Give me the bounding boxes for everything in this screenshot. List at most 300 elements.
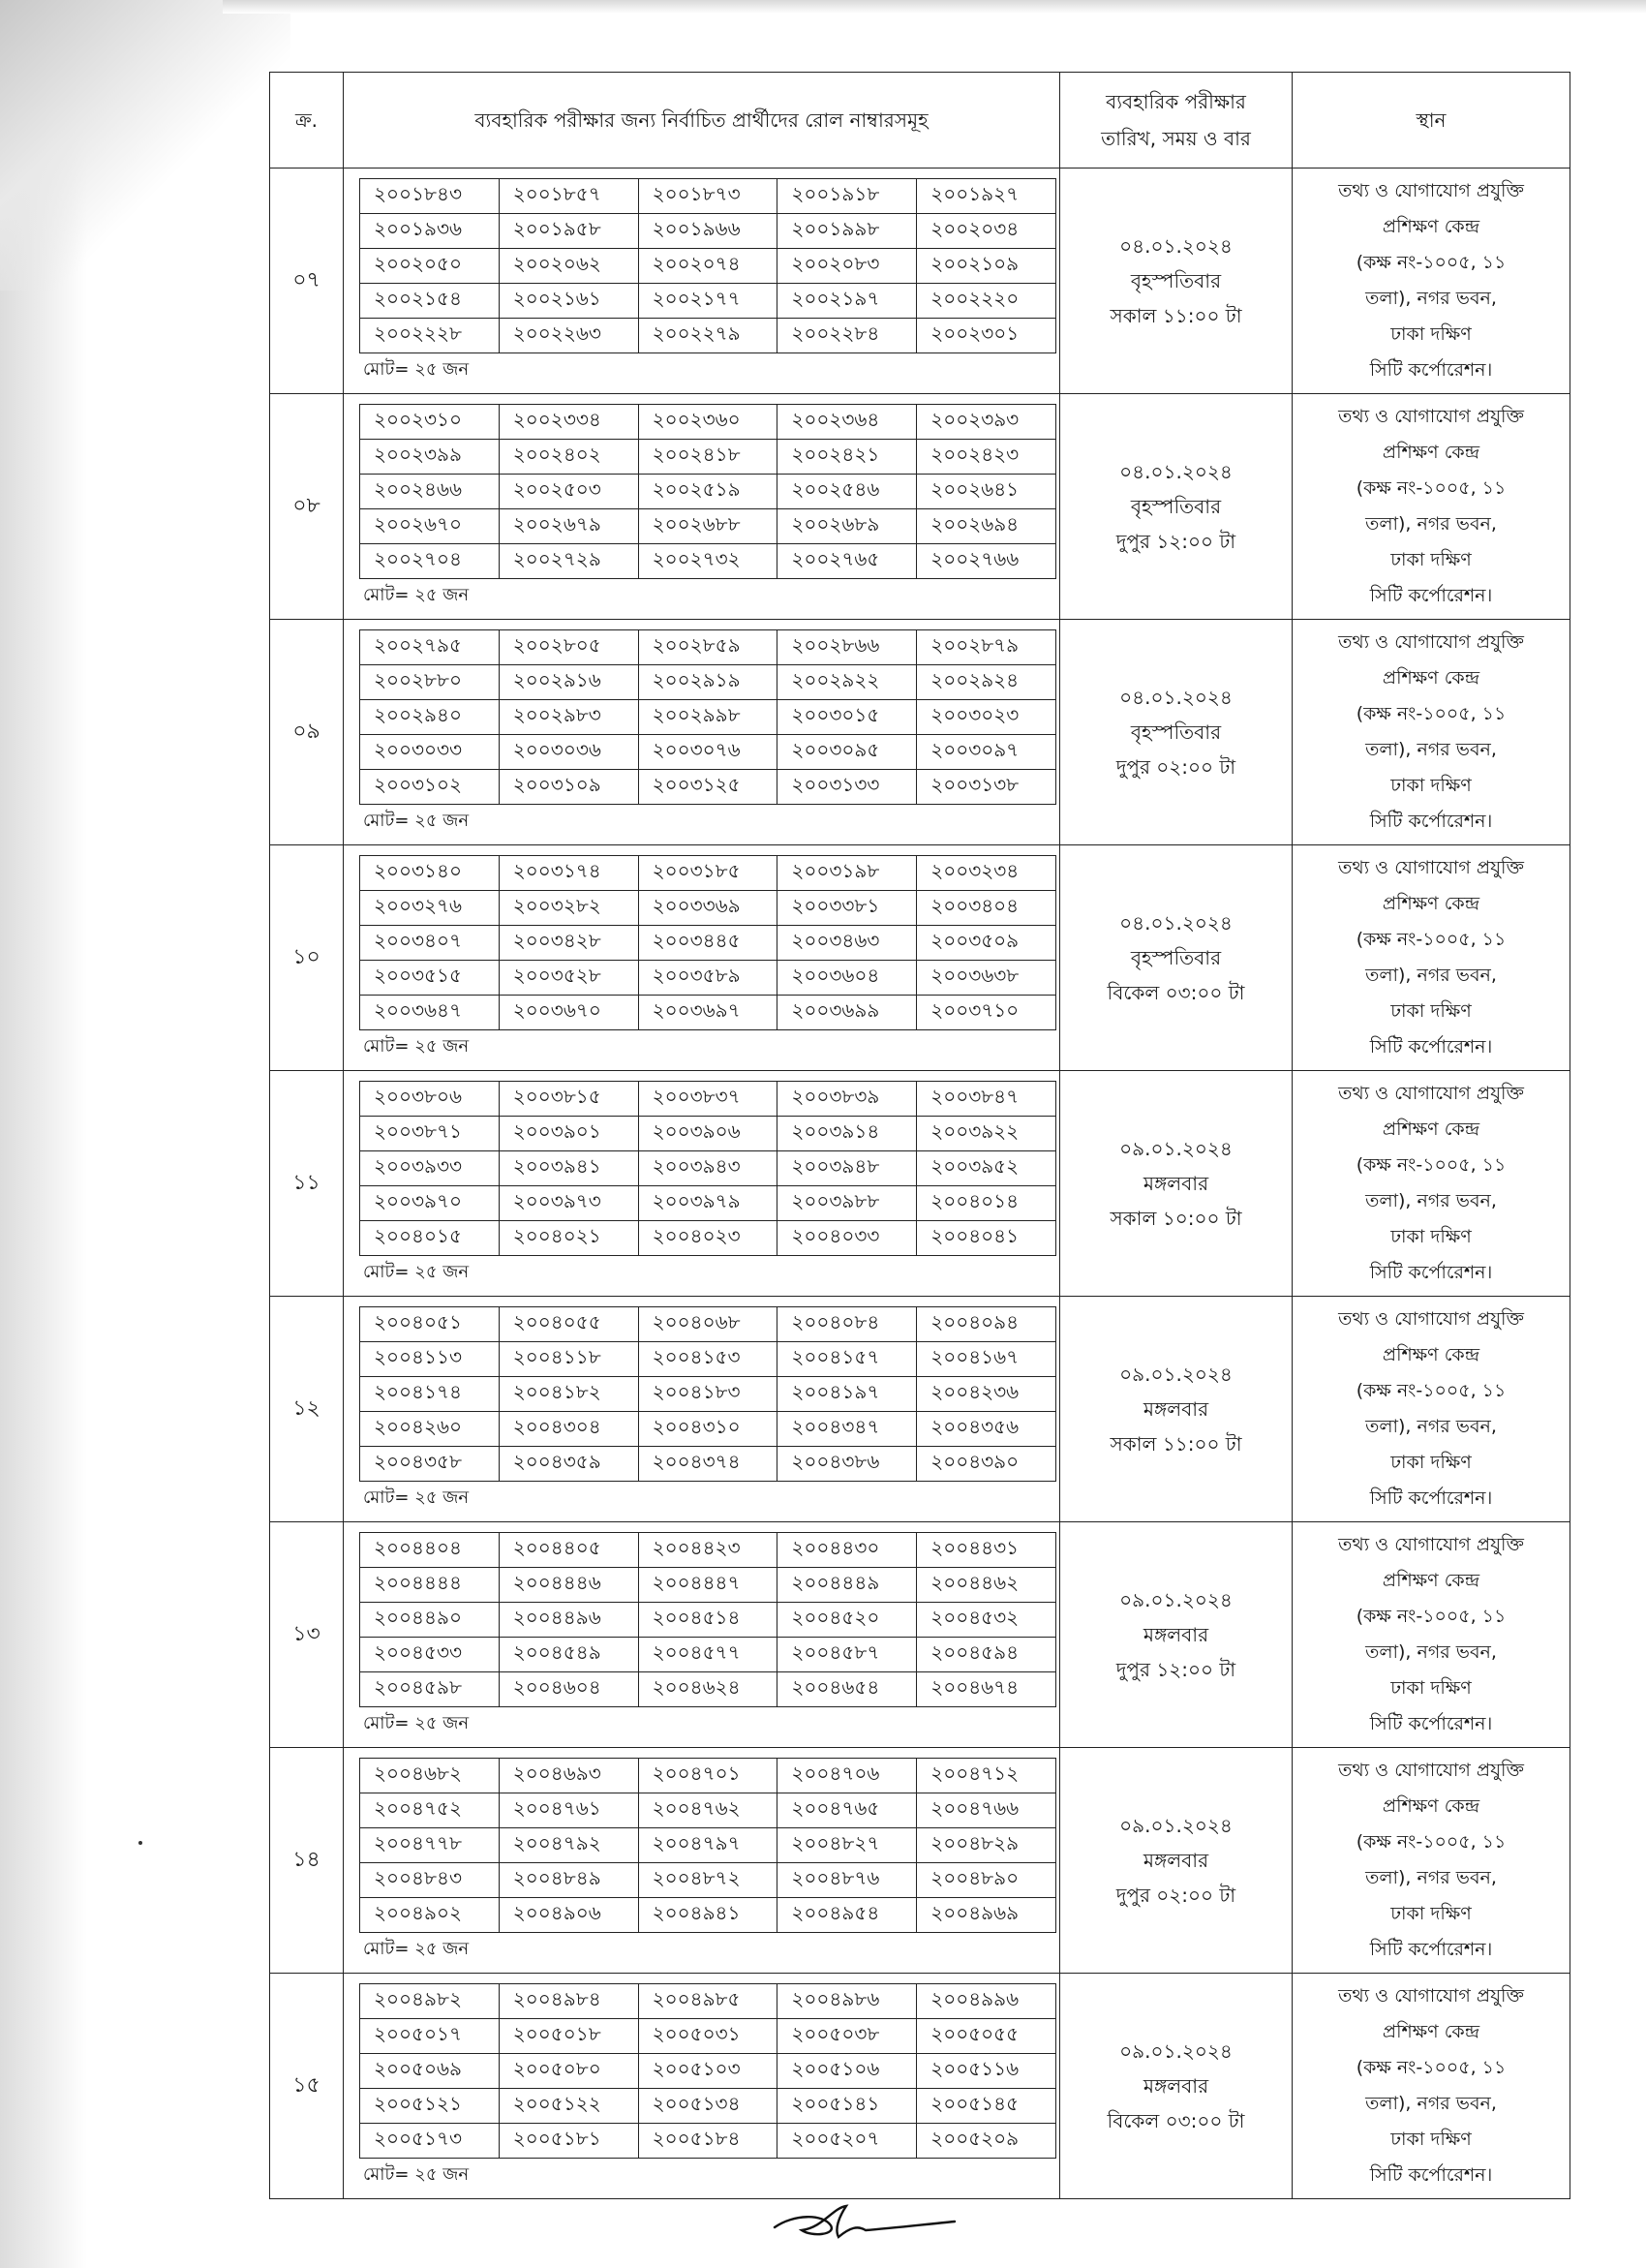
roll-number: ২০০৪১৫৩ bbox=[638, 1342, 777, 1377]
roll-grid-row bbox=[360, 1377, 1056, 1412]
roll-number: ২০০২৩৬৪ bbox=[777, 405, 917, 440]
roll-number: ২০০৩২৩৪ bbox=[917, 856, 1056, 891]
roll-number: ২০০৫১৮১ bbox=[499, 2124, 638, 2159]
roll-number: ২০০৪৩৭৪ bbox=[638, 1447, 777, 1482]
roll-numbers-block bbox=[344, 1071, 1059, 1296]
roll-number: ২০০৪৮২৭ bbox=[777, 1828, 917, 1863]
roll-number-grid bbox=[359, 1758, 1056, 1933]
roll-grid-row bbox=[360, 1221, 1056, 1256]
roll-number: ২০০৪৪৪৯ bbox=[777, 1568, 917, 1603]
roll-number: ২০০৩৬৯৯ bbox=[777, 996, 917, 1030]
venue-cell bbox=[1293, 620, 1570, 845]
roll-number: ২০০৪০৫১ bbox=[360, 1307, 500, 1342]
roll-number: ২০০৪০১৫ bbox=[360, 1221, 500, 1256]
venue-cell bbox=[1293, 169, 1570, 394]
roll-number: ২০০১৯৯৮ bbox=[777, 214, 917, 249]
roll-number: ২০০২০৩৪ bbox=[917, 214, 1056, 249]
roll-number: ২০০১৯৬৬ bbox=[638, 214, 777, 249]
roll-number: ২০০১৯৫৮ bbox=[499, 214, 638, 249]
roll-grid-row bbox=[360, 700, 1056, 735]
venue-line: তলা), নগর ভবন, bbox=[1365, 965, 1497, 986]
roll-number: ২০০৪৬৯৩ bbox=[499, 1759, 638, 1793]
roll-number: ২০০৪৭৬১ bbox=[499, 1793, 638, 1828]
venue-cell bbox=[1293, 1297, 1570, 1522]
roll-number: ২০০২৭৯৫ bbox=[360, 630, 500, 665]
roll-number: ২০০১৯২৭ bbox=[917, 179, 1056, 214]
roll-grid-row bbox=[360, 1793, 1056, 1828]
roll-number: ২০০৪৯৫৪ bbox=[777, 1898, 917, 1933]
roll-number: ২০০২৭৬৬ bbox=[917, 544, 1056, 579]
roll-number: ২০০৪৯০২ bbox=[360, 1898, 500, 1933]
roll-number: ২০০৩৩৬৯ bbox=[638, 891, 777, 926]
roll-number: ২০০৪৩৪৭ bbox=[777, 1412, 917, 1447]
roll-number: ২০০৪৭৬৬ bbox=[917, 1793, 1056, 1828]
roll-number: ২০০৩৯৭৩ bbox=[499, 1186, 638, 1221]
exam-date-time-cell bbox=[1060, 1522, 1293, 1748]
roll-number: ২০০৩৮৩৭ bbox=[638, 1082, 777, 1117]
roll-number: ২০০৫১১৬ bbox=[917, 2054, 1056, 2089]
venue-line: তলা), নগর ভবন, bbox=[1365, 1416, 1497, 1437]
roll-grid-row bbox=[360, 735, 1056, 770]
roll-number: ২০০৪৭৭৮ bbox=[360, 1828, 500, 1863]
serial-number: ০৮ bbox=[270, 394, 344, 620]
roll-number: ২০০৩৯০৬ bbox=[638, 1117, 777, 1151]
venue-line: (কক্ষ নং-১০০৫, ১১ bbox=[1356, 929, 1507, 950]
roll-number: ২০০৩৯৪৩ bbox=[638, 1151, 777, 1186]
roll-number: ২০০৩০৯৫ bbox=[777, 735, 917, 770]
roll-number: ২০০৫১০৬ bbox=[777, 2054, 917, 2089]
roll-number: ২০০৪৩০৪ bbox=[499, 1412, 638, 1447]
table-row bbox=[270, 1974, 1570, 2199]
exam-day: বৃহস্পতিবার bbox=[1130, 946, 1222, 969]
roll-number: ২০০২১৬১ bbox=[499, 284, 638, 319]
roll-number: ২০০৪৪২৩ bbox=[638, 1533, 777, 1568]
roll-numbers-cell bbox=[344, 1522, 1060, 1748]
exam-date: ০৪.০১.২০২৪ bbox=[1119, 686, 1233, 709]
roll-numbers-cell bbox=[344, 620, 1060, 845]
roll-number: ২০০২৪০২ bbox=[499, 440, 638, 475]
roll-number: ২০০৩৯৭৯ bbox=[638, 1186, 777, 1221]
venue-line: (কক্ষ নং-১০০৫, ১১ bbox=[1356, 1380, 1507, 1401]
roll-number: ২০০৪৯৪১ bbox=[638, 1898, 777, 1933]
roll-number: ২০০২২২৮ bbox=[360, 319, 500, 353]
roll-number-grid bbox=[359, 855, 1056, 1030]
roll-number: ২০০৪০৫৫ bbox=[499, 1307, 638, 1342]
roll-number: ২০০৩৯৪১ bbox=[499, 1151, 638, 1186]
roll-number: ২০০২২২০ bbox=[917, 284, 1056, 319]
roll-number-grid bbox=[359, 1306, 1056, 1482]
roll-number: ২০০২৮৮০ bbox=[360, 665, 500, 700]
roll-number-grid bbox=[359, 1081, 1056, 1256]
roll-number: ২০০৪৩৫৮ bbox=[360, 1447, 500, 1482]
venue-cell bbox=[1293, 1071, 1570, 1297]
roll-number: ২০০৪৫৩২ bbox=[917, 1603, 1056, 1638]
scan-top-shadow bbox=[223, 0, 1646, 14]
roll-number: ২০০৪০৮৪ bbox=[777, 1307, 917, 1342]
exam-day: বৃহস্পতিবার bbox=[1130, 720, 1222, 744]
exam-date-time-cell bbox=[1060, 1297, 1293, 1522]
roll-grid-row bbox=[360, 1117, 1056, 1151]
exam-day: বৃহস্পতিবার bbox=[1130, 495, 1222, 518]
roll-numbers-cell bbox=[344, 1974, 1060, 2199]
roll-number: ২০০৪৩৯০ bbox=[917, 1447, 1056, 1482]
venue-line: প্রশিক্ষণ কেন্দ্র bbox=[1382, 667, 1480, 689]
roll-number-grid bbox=[359, 404, 1056, 579]
roll-number: ২০০৫১২১ bbox=[360, 2089, 500, 2124]
roll-numbers-cell bbox=[344, 845, 1060, 1071]
roll-number: ২০০৪৭৯২ bbox=[499, 1828, 638, 1863]
roll-number: ২০০৩১৮৫ bbox=[638, 856, 777, 891]
roll-number: ২০০৩৫২৮ bbox=[499, 961, 638, 996]
venue-line: (কক্ষ নং-১০০৫, ১১ bbox=[1356, 1831, 1507, 1853]
roll-grid-row bbox=[360, 1863, 1056, 1898]
roll-number: ২০০৪৭১২ bbox=[917, 1759, 1056, 1793]
roll-number: ২০০৪৯৬৯ bbox=[917, 1898, 1056, 1933]
venue-line: তলা), নগর ভবন, bbox=[1365, 513, 1497, 535]
serial-number: ১২ bbox=[270, 1297, 344, 1522]
venue-line: তথ্য ও যোগাযোগ প্রযুক্তি bbox=[1338, 1760, 1524, 1781]
header-date-line-2: তারিখ, সময় ও বার bbox=[1101, 127, 1251, 150]
roll-grid-row bbox=[360, 1082, 1056, 1117]
roll-numbers-cell bbox=[344, 1297, 1060, 1522]
roll-number: ২০০৩৯৮৮ bbox=[777, 1186, 917, 1221]
venue-line: তলা), নগর ভবন, bbox=[1365, 1867, 1497, 1888]
roll-number: ২০০২৮৭৯ bbox=[917, 630, 1056, 665]
venue-line: ঢাকা দক্ষিণ bbox=[1390, 775, 1472, 796]
roll-number: ২০০৪৫৯৪ bbox=[917, 1638, 1056, 1672]
roll-number: ২০০২২৮৪ bbox=[777, 319, 917, 353]
roll-numbers-block bbox=[344, 1297, 1059, 1521]
roll-number: ২০০৩৬০৪ bbox=[777, 961, 917, 996]
roll-number: ২০০৩৯৭০ bbox=[360, 1186, 500, 1221]
roll-number: ২০০১৯৩৬ bbox=[360, 214, 500, 249]
exam-day: মঙ্গলবার bbox=[1143, 1623, 1209, 1646]
serial-number: ১৩ bbox=[270, 1522, 344, 1748]
roll-number: ২০০৪৫১৪ bbox=[638, 1603, 777, 1638]
venue-line: প্রশিক্ষণ কেন্দ্র bbox=[1382, 1119, 1480, 1140]
candidate-total: মোট= ২৫ জন bbox=[363, 359, 470, 380]
venue-line: প্রশিক্ষণ কেন্দ্র bbox=[1382, 1344, 1480, 1365]
roll-number: ২০০৩৩৮১ bbox=[777, 891, 917, 926]
roll-number: ২০০৪৫৩৩ bbox=[360, 1638, 500, 1672]
roll-number: ২০০৩৬৯৭ bbox=[638, 996, 777, 1030]
roll-grid-row bbox=[360, 891, 1056, 926]
roll-number: ২০০৪০৪১ bbox=[917, 1221, 1056, 1256]
roll-number: ২০০৫১৪৫ bbox=[917, 2089, 1056, 2124]
serial-number: ১৫ bbox=[270, 1974, 344, 2199]
header-roll-numbers: ব্যবহারিক পরীক্ষার জন্য নির্বাচিত প্রার্থীদের রোল নাম্বারসমূহ bbox=[344, 73, 1060, 169]
roll-number: ২০০৪৮৪৩ bbox=[360, 1863, 500, 1898]
roll-grid-row bbox=[360, 2054, 1056, 2089]
table-row bbox=[270, 1748, 1570, 1974]
roll-number: ২০০২৪১৮ bbox=[638, 440, 777, 475]
roll-number: ২০০৪৭৫২ bbox=[360, 1793, 500, 1828]
roll-number: ২০০৪১১৮ bbox=[499, 1342, 638, 1377]
roll-number: ২০০৪৬৭৪ bbox=[917, 1672, 1056, 1707]
roll-number: ২০০৩৯৫২ bbox=[917, 1151, 1056, 1186]
roll-grid-row bbox=[360, 544, 1056, 579]
roll-number: ২০০৩৬৭০ bbox=[499, 996, 638, 1030]
roll-number: ২০০৪১৮৩ bbox=[638, 1377, 777, 1412]
venue-line: ঢাকা দক্ষিণ bbox=[1390, 1000, 1472, 1022]
roll-number: ২০০৫১২২ bbox=[499, 2089, 638, 2124]
roll-number: ২০০৩০৩৬ bbox=[499, 735, 638, 770]
roll-grid-row bbox=[360, 405, 1056, 440]
schedule-rows bbox=[270, 169, 1570, 2199]
roll-number: ২০০৩৪২৮ bbox=[499, 926, 638, 961]
roll-numbers-block bbox=[344, 169, 1059, 393]
roll-number: ২০০৩৮৭১ bbox=[360, 1117, 500, 1151]
roll-number: ২০০২৯২৪ bbox=[917, 665, 1056, 700]
roll-number: ২০০৪১১৩ bbox=[360, 1342, 500, 1377]
roll-grid-row bbox=[360, 475, 1056, 509]
exam-time: দুপুর ১২:০০ টা bbox=[1115, 530, 1236, 553]
roll-number: ২০০৫০১৮ bbox=[499, 2019, 638, 2054]
venue-line: তথ্য ও যোগাযোগ প্রযুক্তি bbox=[1338, 1308, 1524, 1330]
roll-number: ২০০৪০২১ bbox=[499, 1221, 638, 1256]
venue-line: (কক্ষ নং-১০০৫, ১১ bbox=[1356, 1606, 1507, 1627]
roll-number: ২০০৪৯৮৫ bbox=[638, 1984, 777, 2019]
roll-number: ২০০৩১০২ bbox=[360, 770, 500, 805]
roll-number: ২০০৪৪৪৪ bbox=[360, 1568, 500, 1603]
roll-number: ২০০২৬৭৯ bbox=[499, 509, 638, 544]
practical-exam-schedule-table bbox=[269, 72, 1570, 2199]
roll-number: ২০০৪৬০৪ bbox=[499, 1672, 638, 1707]
table-row bbox=[270, 1297, 1570, 1522]
roll-number: ২০০২৬৪১ bbox=[917, 475, 1056, 509]
exam-time: বিকেল ০৩:০০ টা bbox=[1107, 2109, 1245, 2132]
venue-line: সিটি কর্পোরেশন। bbox=[1369, 1036, 1493, 1057]
roll-number-grid bbox=[359, 629, 1056, 805]
exam-day: মঙ্গলবার bbox=[1143, 2074, 1209, 2098]
roll-number: ২০০২২৬৩ bbox=[499, 319, 638, 353]
roll-number: ২০০৫১৮৪ bbox=[638, 2124, 777, 2159]
venue-line: ঢাকা দক্ষিণ bbox=[1390, 1452, 1472, 1473]
roll-number: ২০০২১০৯ bbox=[917, 249, 1056, 284]
candidate-total: মোট= ২৫ জন bbox=[363, 585, 470, 605]
roll-number: ২০০২৬৯৪ bbox=[917, 509, 1056, 544]
exam-time: দুপুর ০২:০০ টা bbox=[1115, 1884, 1236, 1907]
roll-number: ২০০৪৪৪৭ bbox=[638, 1568, 777, 1603]
roll-numbers-block bbox=[344, 1522, 1059, 1747]
roll-numbers-cell bbox=[344, 394, 1060, 620]
exam-date: ০৪.০১.২০২৪ bbox=[1119, 911, 1233, 935]
roll-grid-row bbox=[360, 1759, 1056, 1793]
venue-line: সিটি কর্পোরেশন। bbox=[1369, 359, 1493, 381]
roll-number: ২০০৩৫১৫ bbox=[360, 961, 500, 996]
roll-grid-row bbox=[360, 1412, 1056, 1447]
roll-number: ২০০৪৮৯০ bbox=[917, 1863, 1056, 1898]
roll-number: ২০০৩৪৪৫ bbox=[638, 926, 777, 961]
roll-number: ২০০৩৮১৫ bbox=[499, 1082, 638, 1117]
roll-number: ২০০২৯৮৩ bbox=[499, 700, 638, 735]
roll-number: ২০০২৯১৯ bbox=[638, 665, 777, 700]
roll-grid-row bbox=[360, 179, 1056, 214]
venue-line: তথ্য ও যোগাযোগ প্রযুক্তি bbox=[1338, 1985, 1524, 2007]
exam-day: মঙ্গলবার bbox=[1143, 1397, 1209, 1421]
roll-grid-row bbox=[360, 509, 1056, 544]
roll-number: ২০০৩৯৩৩ bbox=[360, 1151, 500, 1186]
exam-date: ০৪.০১.২০২৪ bbox=[1119, 460, 1233, 483]
roll-number: ২০০৩১৩৩ bbox=[777, 770, 917, 805]
roll-number: ২০০৩৬৩৮ bbox=[917, 961, 1056, 996]
roll-number: ২০০৩১২৫ bbox=[638, 770, 777, 805]
roll-grid-row bbox=[360, 630, 1056, 665]
roll-number: ২০০৪৯৮৬ bbox=[777, 1984, 917, 2019]
roll-grid-row bbox=[360, 1533, 1056, 1568]
serial-number: ০৭ bbox=[270, 169, 344, 394]
exam-date-time-cell bbox=[1060, 1071, 1293, 1297]
roll-number: ২০০২৭০৪ bbox=[360, 544, 500, 579]
roll-number: ২০০২৯২২ bbox=[777, 665, 917, 700]
roll-number: ২০০৩১৩৮ bbox=[917, 770, 1056, 805]
roll-number: ২০০৪৮৪৯ bbox=[499, 1863, 638, 1898]
roll-number: ২০০৪৪০৫ bbox=[499, 1533, 638, 1568]
roll-number: ২০০৩৯১৪ bbox=[777, 1117, 917, 1151]
venue-line: ঢাকা দক্ষিণ bbox=[1390, 549, 1472, 570]
roll-grid-row bbox=[360, 1342, 1056, 1377]
venue-cell bbox=[1293, 1748, 1570, 1974]
candidate-total: মোট= ২৫ জন bbox=[363, 1713, 470, 1733]
roll-grid-row bbox=[360, 770, 1056, 805]
roll-number: ২০০৩২৮২ bbox=[499, 891, 638, 926]
roll-number: ২০০৩৯২২ bbox=[917, 1117, 1056, 1151]
roll-number: ২০০৩৪৬৩ bbox=[777, 926, 917, 961]
roll-number: ২০০৪১৯৭ bbox=[777, 1377, 917, 1412]
roll-number: ২০০২০৬২ bbox=[499, 249, 638, 284]
roll-number: ২০০৪০৯৪ bbox=[917, 1307, 1056, 1342]
venue-line: তথ্য ও যোগাযোগ প্রযুক্তি bbox=[1338, 1083, 1524, 1104]
roll-number: ২০০৫১০৩ bbox=[638, 2054, 777, 2089]
exam-day: মঙ্গলবার bbox=[1143, 1849, 1209, 1872]
roll-grid-row bbox=[360, 249, 1056, 284]
roll-number: ২০০৪৪০৪ bbox=[360, 1533, 500, 1568]
roll-grid-row bbox=[360, 1984, 1056, 2019]
roll-number: ২০০৪১৮২ bbox=[499, 1377, 638, 1412]
roll-number: ২০০৪৪৩১ bbox=[917, 1533, 1056, 1568]
roll-number: ২০০২০৮৩ bbox=[777, 249, 917, 284]
roll-number: ২০০২৪২৩ bbox=[917, 440, 1056, 475]
roll-numbers-cell bbox=[344, 1748, 1060, 1974]
venue-line: সিটি কর্পোরেশন। bbox=[1369, 2164, 1493, 2186]
roll-number: ২০০২৭২৯ bbox=[499, 544, 638, 579]
roll-number: ২০০২৪২১ bbox=[777, 440, 917, 475]
roll-number: ২০০৩০৩৩ bbox=[360, 735, 500, 770]
exam-date: ০৯.০১.২০২৪ bbox=[1119, 1363, 1233, 1386]
roll-number: ২০০৪৭০৬ bbox=[777, 1759, 917, 1793]
roll-number: ২০০৫০৩১ bbox=[638, 2019, 777, 2054]
roll-number: ২০০৪৯০৬ bbox=[499, 1898, 638, 1933]
header-date-time-day bbox=[1060, 73, 1293, 169]
venue-line: ঢাকা দক্ষিণ bbox=[1390, 1226, 1472, 1247]
venue-line: সিটি কর্পোরেশন। bbox=[1369, 811, 1493, 832]
exam-date: ০৯.০১.২০২৪ bbox=[1119, 1137, 1233, 1160]
roll-number: ২০০২৩৬০ bbox=[638, 405, 777, 440]
roll-number: ২০০৪১৬৭ bbox=[917, 1342, 1056, 1377]
exam-time: সকাল ১১:০০ টা bbox=[1110, 304, 1242, 327]
roll-number: ২০০৩১৭৪ bbox=[499, 856, 638, 891]
roll-number: ২০০২১৭৭ bbox=[638, 284, 777, 319]
roll-number: ২০০৩২৭৬ bbox=[360, 891, 500, 926]
roll-number: ২০০৫০৬৯ bbox=[360, 2054, 500, 2089]
roll-grid-row bbox=[360, 926, 1056, 961]
venue-line: তথ্য ও যোগাযোগ প্রযুক্তি bbox=[1338, 406, 1524, 427]
roll-number: ২০০৩০৭৬ bbox=[638, 735, 777, 770]
roll-number: ২০০৩৮৪৭ bbox=[917, 1082, 1056, 1117]
roll-number: ২০০২১৫৪ bbox=[360, 284, 500, 319]
venue-line: (কক্ষ নং-১০০৫, ১১ bbox=[1356, 477, 1507, 499]
venue-line: প্রশিক্ষণ কেন্দ্র bbox=[1382, 216, 1480, 237]
venue-line: তলা), নগর ভবন, bbox=[1365, 739, 1497, 760]
roll-number: ২০০৪২৬০ bbox=[360, 1412, 500, 1447]
roll-number: ২০০৩৪০৭ bbox=[360, 926, 500, 961]
roll-number: ২০০৪৫৯৮ bbox=[360, 1672, 500, 1707]
roll-number: ২০০৪৭৯৭ bbox=[638, 1828, 777, 1863]
venue-line: ঢাকা দক্ষিণ bbox=[1390, 323, 1472, 345]
venue-line: প্রশিক্ষণ কেন্দ্র bbox=[1382, 1795, 1480, 1817]
venue-line: তলা), নগর ভবন, bbox=[1365, 1190, 1497, 1211]
roll-number: ২০০৪৫৭৭ bbox=[638, 1638, 777, 1672]
roll-numbers-block bbox=[344, 620, 1059, 844]
venue-line: তথ্য ও যোগাযোগ প্রযুক্তি bbox=[1338, 857, 1524, 878]
venue-line: তলা), নগর ভবন, bbox=[1365, 2093, 1497, 2114]
roll-numbers-cell bbox=[344, 169, 1060, 394]
roll-number: ২০০২৮৬৬ bbox=[777, 630, 917, 665]
roll-numbers-block bbox=[344, 845, 1059, 1070]
roll-number: ২০০২১৯৭ bbox=[777, 284, 917, 319]
table-row bbox=[270, 169, 1570, 394]
exam-date-time-cell bbox=[1060, 1974, 1293, 2199]
roll-number: ২০০৪৬২৪ bbox=[638, 1672, 777, 1707]
venue-cell bbox=[1293, 1522, 1570, 1748]
table-row bbox=[270, 394, 1570, 620]
roll-number: ২০০৪৪৯০ bbox=[360, 1603, 500, 1638]
roll-number: ২০০৩৪০৪ bbox=[917, 891, 1056, 926]
roll-number: ২০০৩১৯৮ bbox=[777, 856, 917, 891]
roll-number: ২০০২৩৯৯ bbox=[360, 440, 500, 475]
roll-number: ২০০২৭৩২ bbox=[638, 544, 777, 579]
roll-number: ২০০৫১৪১ bbox=[777, 2089, 917, 2124]
serial-number: ০৯ bbox=[270, 620, 344, 845]
venue-line: ঢাকা দক্ষিণ bbox=[1390, 1903, 1472, 1924]
venue-line: (কক্ষ নং-১০০৫, ১১ bbox=[1356, 252, 1507, 273]
roll-numbers-block bbox=[344, 1748, 1059, 1973]
roll-grid-row bbox=[360, 1568, 1056, 1603]
roll-number: ২০০৩০২৩ bbox=[917, 700, 1056, 735]
roll-number: ২০০৪৬৫৪ bbox=[777, 1672, 917, 1707]
folded-corner bbox=[0, 0, 290, 291]
roll-number: ২০০২৮০৫ bbox=[499, 630, 638, 665]
roll-number: ২০০৩১০৯ bbox=[499, 770, 638, 805]
roll-grid-row bbox=[360, 440, 1056, 475]
roll-numbers-cell bbox=[344, 1071, 1060, 1297]
scan-speck bbox=[138, 1841, 142, 1845]
roll-number: ২০০২৫১৯ bbox=[638, 475, 777, 509]
table-header-row bbox=[270, 73, 1570, 169]
roll-number: ২০০৪০২৩ bbox=[638, 1221, 777, 1256]
venue-line: প্রশিক্ষণ কেন্দ্র bbox=[1382, 1570, 1480, 1591]
roll-number: ২০০২৩৩৪ bbox=[499, 405, 638, 440]
exam-date: ০৯.০১.২০২৪ bbox=[1119, 1588, 1233, 1611]
candidate-total: মোট= ২৫ জন bbox=[363, 1939, 470, 1959]
roll-number: ২০০৫০১৭ bbox=[360, 2019, 500, 2054]
roll-number: ২০০২৫০৩ bbox=[499, 475, 638, 509]
exam-time: সকাল ১০:০০ টা bbox=[1110, 1207, 1242, 1230]
venue-line: তথ্য ও যোগাযোগ প্রযুক্তি bbox=[1338, 180, 1524, 201]
venue-line: প্রশিক্ষণ কেন্দ্র bbox=[1382, 442, 1480, 463]
roll-number: ২০০৩৫০৯ bbox=[917, 926, 1056, 961]
signature bbox=[765, 2198, 959, 2247]
